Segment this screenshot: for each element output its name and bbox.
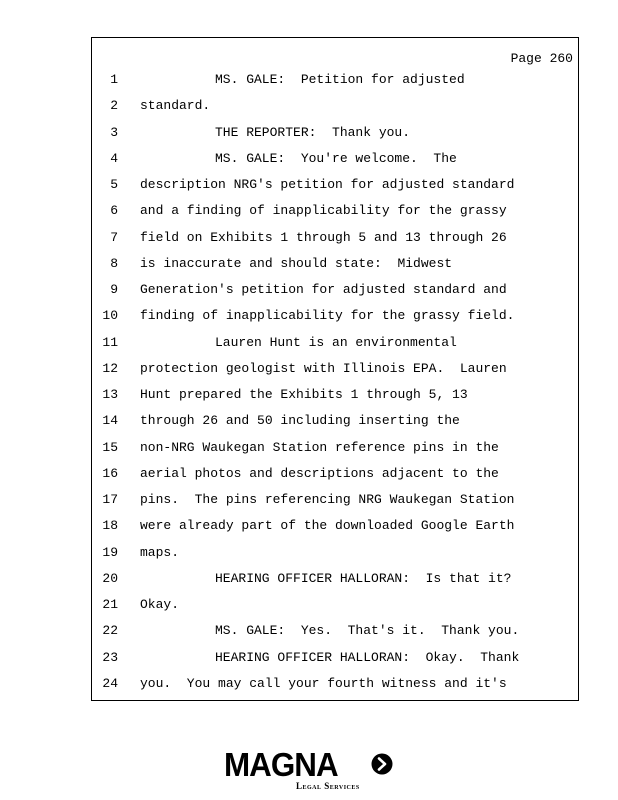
transcript-line <box>92 518 578 544</box>
line-number: 8 <box>110 255 118 271</box>
line-number: 6 <box>110 203 118 219</box>
page-number: Page 260 <box>510 51 573 66</box>
line-text: non-NRG Waukegan Station reference pins in the <box>140 439 499 455</box>
line-text: Hunt prepared the Exhibits 1 through 5, 13 <box>140 387 468 402</box>
chevron-right-icon <box>371 753 393 775</box>
transcript-line <box>92 177 578 203</box>
transcript-line <box>92 282 578 308</box>
line-number: 10 <box>102 308 118 324</box>
transcript-line <box>92 492 578 518</box>
transcript-line <box>92 466 578 492</box>
transcript-line <box>92 256 578 282</box>
line-number: 17 <box>102 492 118 507</box>
line-number: 4 <box>110 150 118 166</box>
transcript-line <box>92 545 578 571</box>
transcript-line <box>92 98 578 124</box>
transcript-line <box>92 151 578 177</box>
line-text: pins. The pins referencing NRG Waukegan Station <box>140 492 515 507</box>
line-text: Lauren Hunt is an environmental <box>215 334 457 350</box>
line-number: 20 <box>102 570 118 586</box>
line-number: 14 <box>102 413 118 429</box>
line-text: you. You may call your fourth witness and it's <box>140 675 507 691</box>
line-text: HEARING OFFICER HALLORAN: Is that it? <box>215 570 512 586</box>
line-text: MS. GALE: You're welcome. The <box>215 150 457 166</box>
line-number: 9 <box>110 282 118 297</box>
transcript-line <box>92 387 578 413</box>
line-text: is inaccurate and should state: Midwest <box>140 255 453 271</box>
transcript-line <box>92 335 578 361</box>
transcript-lines <box>92 72 578 702</box>
line-text: HEARING OFFICER HALLORAN: Okay. Thank <box>215 649 520 665</box>
logo-subtitle: Legal Services <box>296 781 360 791</box>
line-text: through 26 and 50 including inserting the <box>140 413 460 429</box>
transcript-line <box>92 230 578 256</box>
line-number: 13 <box>102 387 118 402</box>
transcript-line <box>92 361 578 387</box>
line-number: 16 <box>102 465 118 481</box>
transcript-line <box>92 413 578 439</box>
line-text: and a finding of inapplicability for the grassy <box>140 203 507 219</box>
line-number: 3 <box>110 124 118 140</box>
transcript-line <box>92 203 578 229</box>
transcript-line <box>92 597 578 623</box>
logo-wordmark: MAGNA <box>224 746 338 783</box>
transcript-line <box>92 125 578 151</box>
line-text: maps. <box>140 544 180 560</box>
magna-logo <box>224 747 399 793</box>
line-number: 1 <box>110 72 118 87</box>
line-number: 19 <box>102 544 118 560</box>
transcript-line <box>92 571 578 597</box>
line-text: THE REPORTER: Thank you. <box>215 124 411 140</box>
transcript-line <box>92 676 578 702</box>
line-text: Okay. <box>140 597 180 612</box>
line-number: 11 <box>102 334 118 350</box>
line-text: MS. GALE: Petition for adjusted <box>215 72 465 87</box>
line-text: were already part of the downloaded Google Earth <box>140 518 515 534</box>
transcript-line <box>92 440 578 466</box>
line-number: 12 <box>102 360 118 376</box>
line-text: field on Exhibits 1 through 5 and 13 through 26 <box>140 229 507 245</box>
line-number: 23 <box>102 649 118 665</box>
line-number: 15 <box>102 439 118 455</box>
line-text: Generation's petition for adjusted standard and <box>140 282 507 297</box>
transcript-line <box>92 72 578 98</box>
line-text: protection geologist with Illinois EPA. Lauren <box>140 360 507 376</box>
line-number: 5 <box>110 177 118 192</box>
line-text: finding of inapplicability for the grassy field. <box>140 308 515 324</box>
transcript-page <box>91 37 579 701</box>
line-text: MS. GALE: Yes. That's it. Thank you. <box>215 623 520 639</box>
line-text: standard. <box>140 98 211 114</box>
line-number: 22 <box>102 623 118 639</box>
transcript-line <box>92 308 578 334</box>
line-text: description NRG's petition for adjusted standard <box>140 177 515 192</box>
line-number: 7 <box>110 229 118 245</box>
transcript-line <box>92 650 578 676</box>
line-number: 21 <box>102 597 118 612</box>
line-number: 2 <box>110 98 118 114</box>
line-number: 18 <box>102 518 118 534</box>
line-text: aerial photos and descriptions adjacent to the <box>140 465 499 481</box>
line-number: 24 <box>102 675 118 691</box>
transcript-line <box>92 623 578 649</box>
